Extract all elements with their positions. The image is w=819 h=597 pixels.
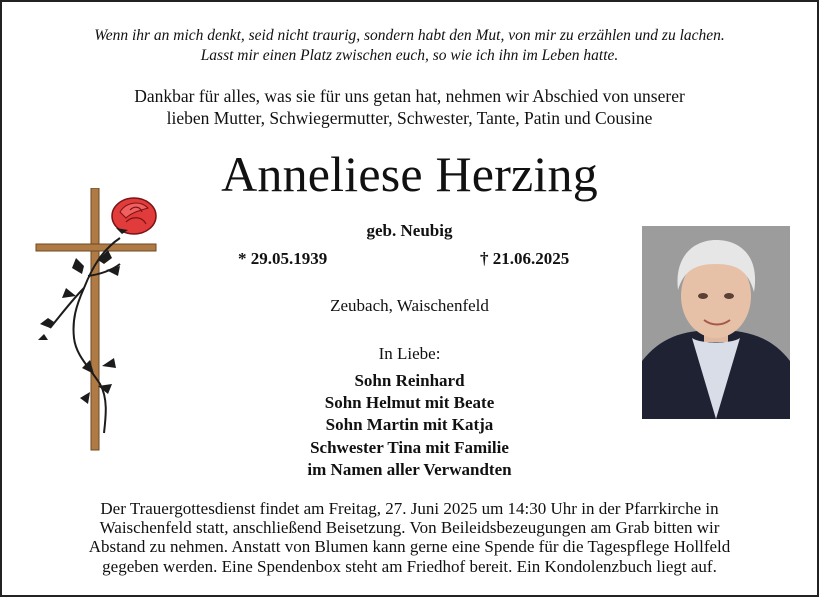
notice-line: gegeben werden. Eine Spendenbox steht am Friedhof bereit. Ein Kondolenzbuch liegt auf. (102, 556, 717, 576)
mourner-item: Schwester Tina mit Familie (310, 437, 509, 457)
motto-quote (2, 26, 817, 66)
rose-bloom (112, 198, 156, 234)
notice-line: Der Trauergottesdienst findet am Freitag, 27. Juni 2025 um 14:30 Uhr in der Pfarrkirche in (100, 499, 719, 518)
birth-date: * 29.05.1939 (238, 249, 328, 268)
deceased-name: Anneliese Herzing (221, 146, 598, 202)
mourner-item: im Namen aller Verwandten (307, 459, 512, 479)
maiden-name: geb. Neubig (366, 221, 453, 240)
motto-line-1: Wenn ihr an mich denkt, seid nicht traurig, sondern habt den Mut, von mir zu erzählen und zu lachen. (94, 27, 725, 44)
intro-text (2, 85, 817, 129)
notice-line: Waischenfeld statt, anschließend Beisetzung. Von Beileidsbezeugungen am Grab bitten wir (99, 518, 720, 538)
cross-with-rose-icon (32, 188, 167, 453)
mourners-label: In Liebe: (378, 344, 441, 363)
mourner-item: Sohn Helmut mit Beate (324, 393, 495, 413)
death-date: † 21.06.2025 (480, 249, 570, 268)
mourner-item: Sohn Martin mit Katja (325, 415, 494, 435)
right-eye (724, 293, 734, 299)
intro-line-2: lieben Mutter, Schwiegermutter, Schwester, Tante, Patin und Cousine (166, 108, 653, 128)
portrait-photo (642, 226, 790, 419)
motto-line-2: Lasst mir einen Platz zwischen euch, so wie ich ihn im Leben hatte. (200, 47, 619, 64)
rose-stem (50, 238, 120, 433)
rose-leaves (38, 250, 120, 404)
left-eye (698, 293, 708, 299)
mourner-item: Sohn Reinhard (354, 371, 465, 390)
funeral-notice (2, 499, 817, 576)
notice-line: Abstand zu nehmen. Anstatt von Blumen kann gerne eine Spende für die Tagespflege Hollfeld (88, 537, 731, 557)
intro-line-1: Dankbar für alles, was sie für uns getan hat, nehmen wir Abschied von unserer (134, 86, 685, 106)
residence-place: Zeubach, Waischenfeld (330, 296, 489, 315)
